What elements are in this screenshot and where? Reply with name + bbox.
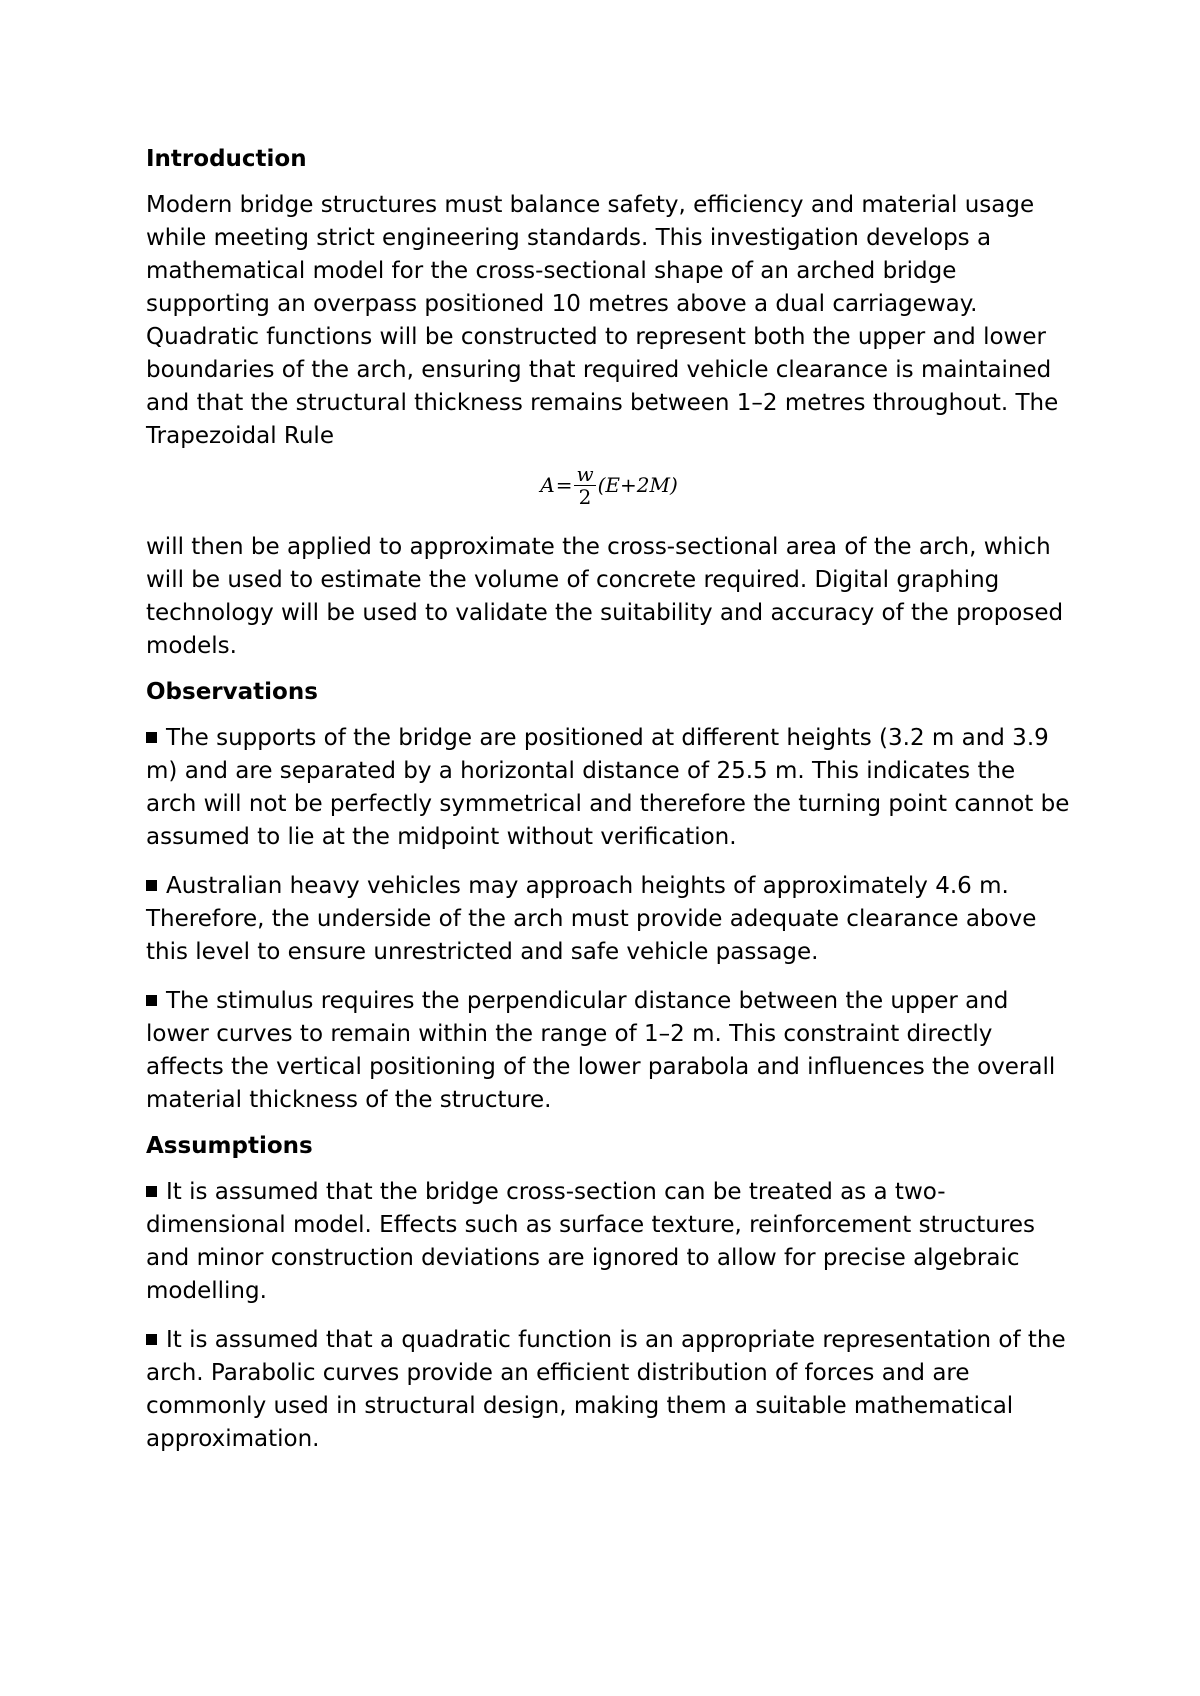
observation-text: The stimulus requires the perpendicular distance between the upper and lower curves to remain within the range of 1–2 m. This constraint directly affects the vertical positioning of the lower parabola and influences the overall material thickness of the structure. <box>146 988 1056 1113</box>
observation-text: Australian heavy vehicles may approach heights of approximately 4.6 m. Therefore, the underside of the arch must provide adequate clearance above this level to ensure unrestricted and safe vehicle passage. <box>146 873 1037 965</box>
observations-heading: Observations <box>146 679 318 705</box>
formula-fraction <box>574 463 595 508</box>
observation-text: The supports of the bridge are positioned at different heights (3.2 m and 3.9 m) and are separated by a horizontal distance of 25.5 m. This indicates the arch will not be perfectly symmetrical and therefore the turning point cannot be assumed to lie at the midpoint without verification. <box>146 725 1070 850</box>
formula-equals: = <box>555 473 573 497</box>
trapezoidal-rule-formula <box>146 463 1072 519</box>
introduction-paragraph: Modern bridge structures must balance safety, efficiency and material usage while meeting strict engineering standards. This investigation develops a mathematical model for the cross-sectional shape of an arched bridge supporting an overpass positioned 10 metres above a dual carriageway. Quadratic functions will be constructed to represent both the upper and lower boundaries of the arch, ensuring that required vehicle clearance is maintained and that the structural thickness remains between 1–2 metres throughout. The Trapezoidal Rule <box>146 192 1059 449</box>
introduction-heading: Introduction <box>146 146 307 172</box>
square-bullet-icon <box>146 1186 157 1197</box>
observation-item <box>146 722 1072 854</box>
observation-item <box>146 985 1072 1117</box>
formula-numerator: w <box>576 462 594 486</box>
document-page <box>146 143 1072 1472</box>
square-bullet-icon <box>146 880 157 891</box>
square-bullet-icon <box>146 732 157 743</box>
introduction-paragraph-continued: will then be applied to approximate the cross-sectional area of the arch, which will be used to estimate the volume of concrete required. Digital graphing technology will be used to validate the suitability and accuracy of the proposed models. <box>146 534 1064 659</box>
assumption-item <box>146 1324 1072 1456</box>
assumption-text: It is assumed that the bridge cross-section can be treated as a two-dimensional model. Effects such as surface texture, reinforcement structures and minor construction deviations are ignored to allow for precise algebraic modelling. <box>146 1179 1035 1304</box>
assumptions-heading: Assumptions <box>146 1133 313 1159</box>
square-bullet-icon <box>146 1334 157 1345</box>
assumption-text: It is assumed that a quadratic function is an appropriate representation of the arch. Parabolic curves provide an efficient distribution of forces and are commonly used in structural design, making them a suitable mathematical approximation. <box>146 1327 1066 1452</box>
square-bullet-icon <box>146 995 157 1006</box>
observation-item <box>146 870 1072 969</box>
formula-lhs: A <box>540 473 555 497</box>
formula-denominator: 2 <box>578 485 592 509</box>
assumption-item <box>146 1176 1072 1308</box>
formula-rhs: (E+2M) <box>597 473 678 497</box>
